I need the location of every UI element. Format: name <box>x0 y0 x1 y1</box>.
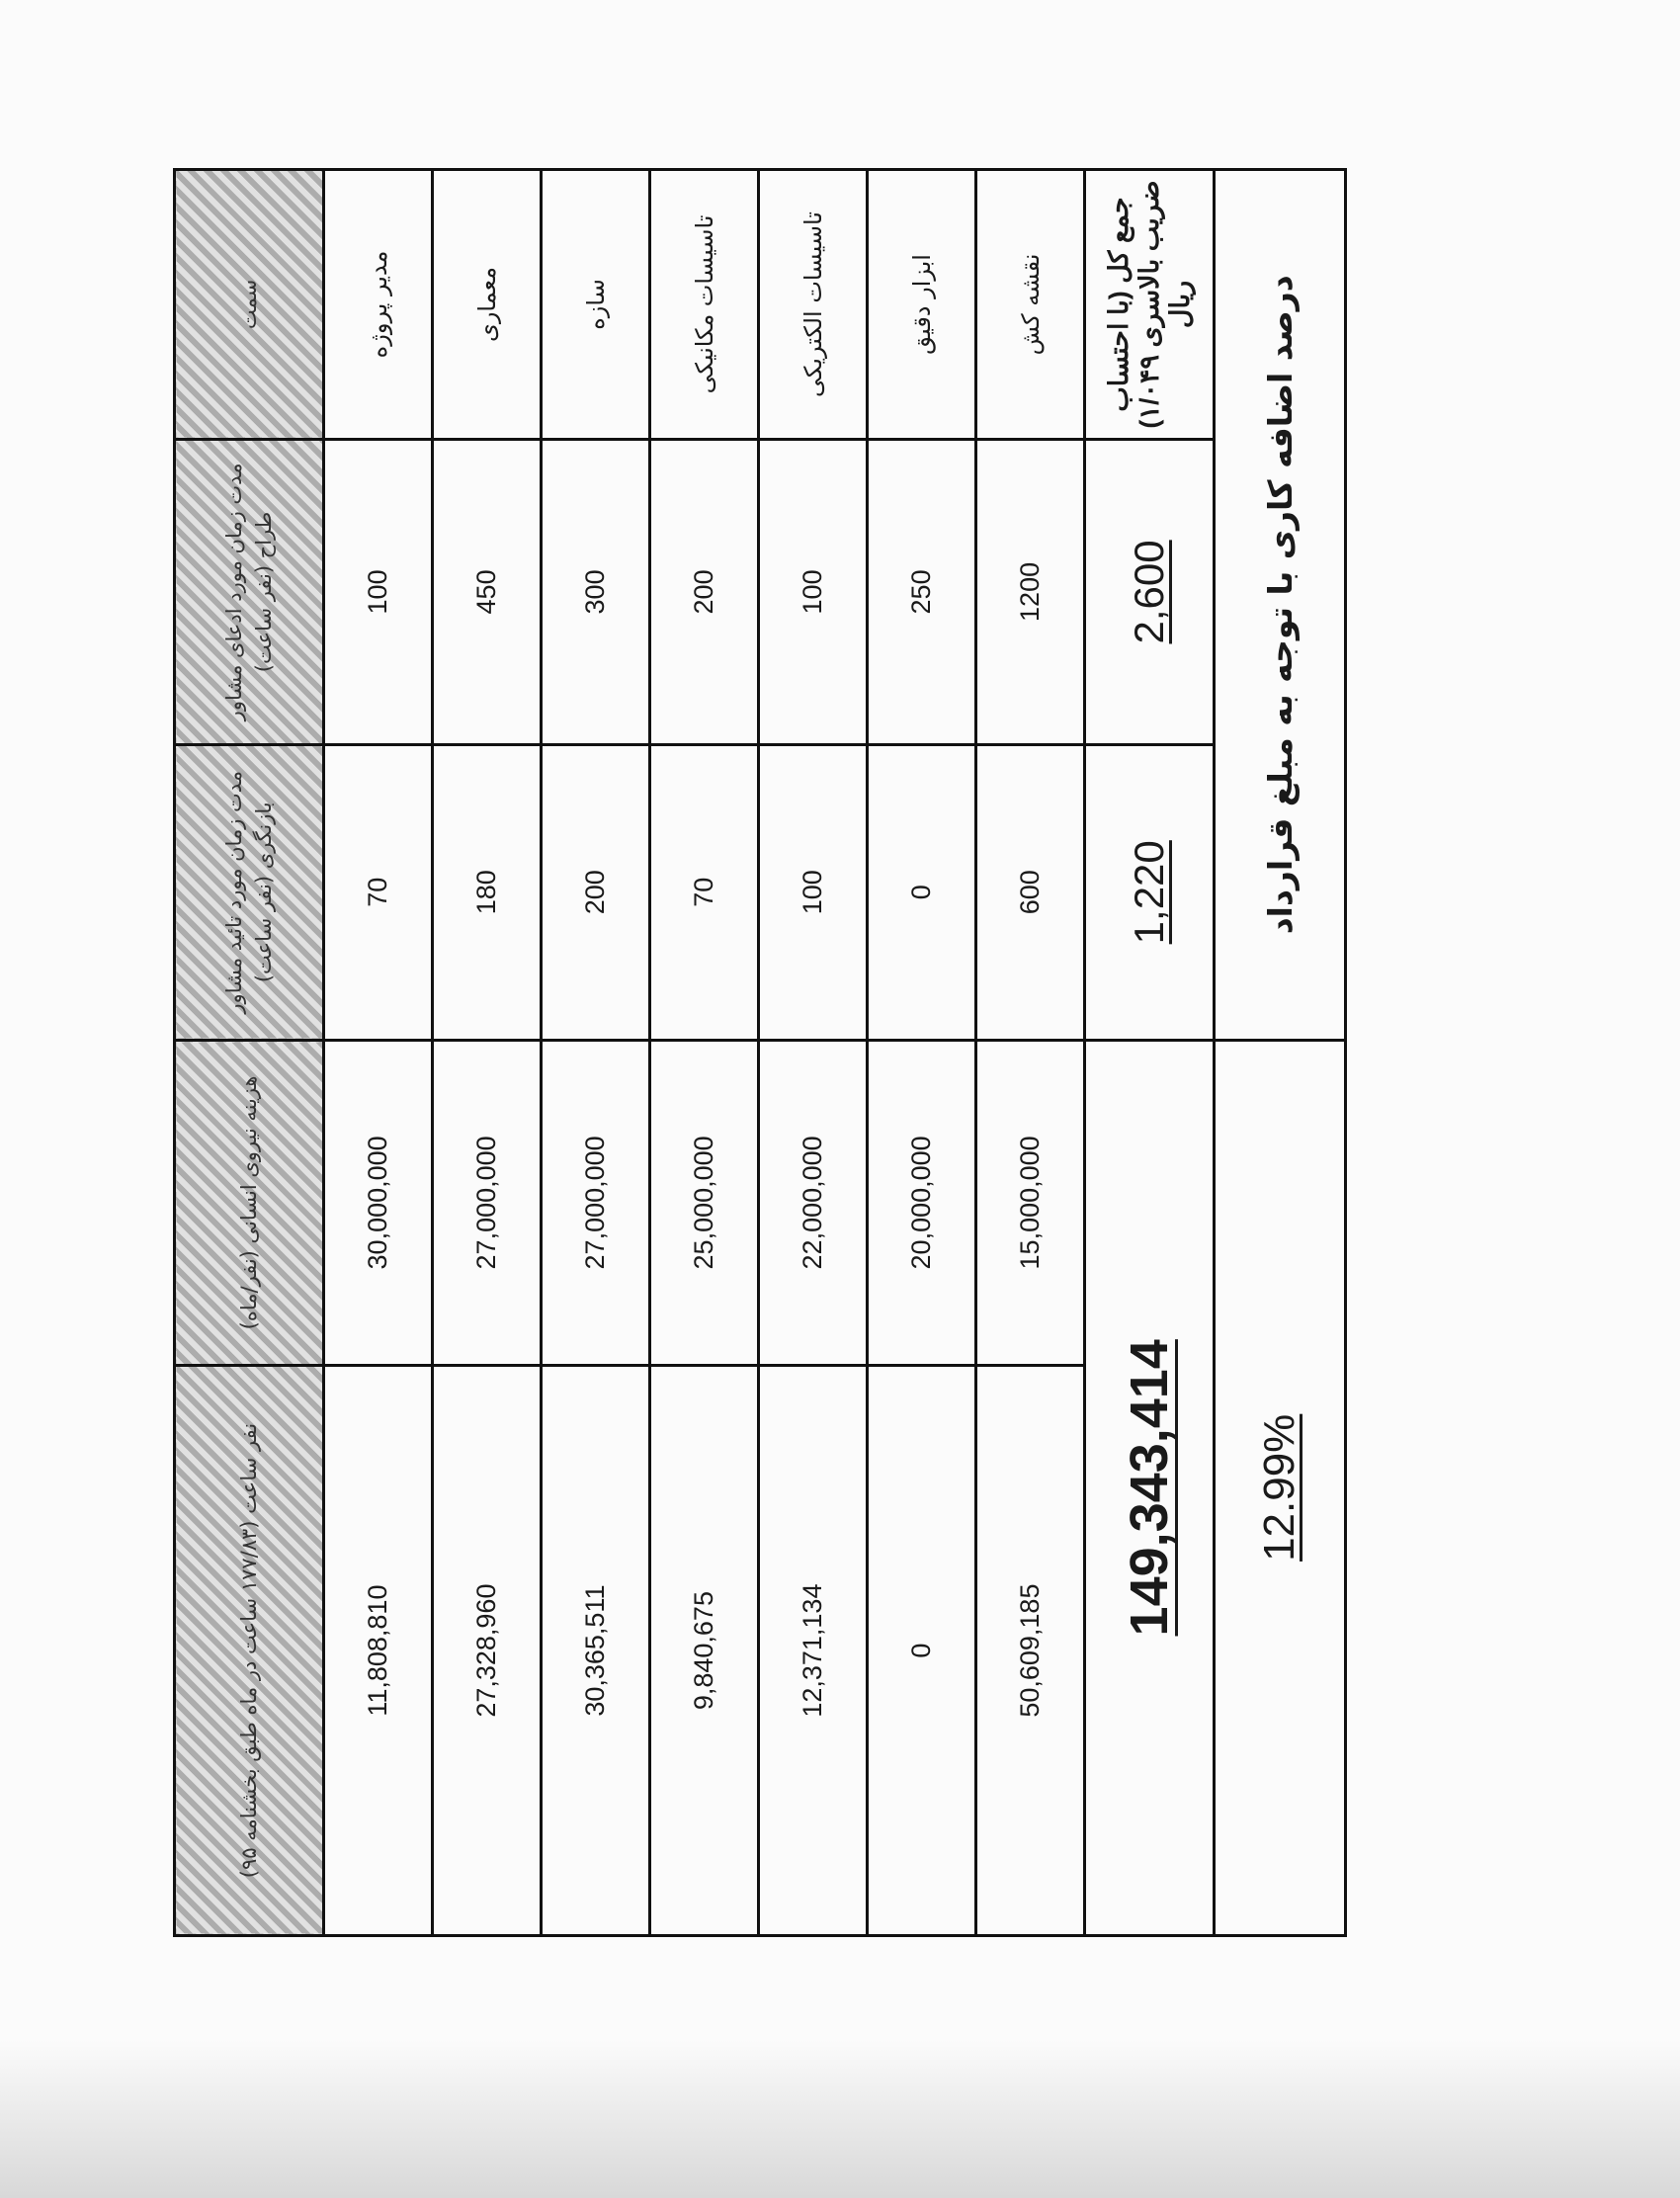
scan-shadow <box>0 2040 1680 2198</box>
cell-role: سازه <box>542 170 650 440</box>
cell-staff-cost: 30,000,000 <box>324 1040 433 1366</box>
cell-review-hours: 600 <box>976 744 1085 1040</box>
cell-staff-cost: 20,000,000 <box>868 1040 976 1366</box>
cell-design-hours: 1200 <box>976 439 1085 744</box>
table-row <box>650 170 759 1936</box>
header-role: سمت <box>175 170 324 440</box>
total-review-hours: 1,220 <box>1126 840 1172 945</box>
cell-role: نقشه کش <box>976 170 1085 440</box>
table-row <box>868 170 976 1936</box>
total-design-hours-cell <box>1085 439 1215 744</box>
rotated-sheet <box>173 158 1309 1937</box>
cell-design-hours: 300 <box>542 439 650 744</box>
cell-role: معماری <box>433 170 542 440</box>
cell-review-hours: 200 <box>542 744 650 1040</box>
cell-hourly-cost: 0 <box>868 1366 976 1936</box>
cell-role: تاسیسات مکانیکی <box>650 170 759 440</box>
table-row <box>759 170 868 1936</box>
total-label: جمع کل (با احتساب ضریب بالاسری ۱/۰۴۹) ریال <box>1085 170 1215 440</box>
cell-review-hours: 0 <box>868 744 976 1040</box>
cell-hourly-cost: 50,609,185 <box>976 1366 1085 1936</box>
header-hourly-cost: نفر ساعت (۱۷۷/۸۳ ساعت در ماه طبق بخشنامه ۹۵) <box>175 1366 324 1936</box>
total-design-hours: 2,600 <box>1126 540 1172 644</box>
overtime-cost-table <box>173 168 1347 1937</box>
table-row <box>324 170 433 1936</box>
cell-staff-cost: 25,000,000 <box>650 1040 759 1366</box>
total-amount: 149,343,414 <box>1120 1339 1179 1637</box>
header-staff-cost: هزینه نیروی انسانی (نفر/ماه) <box>175 1040 324 1366</box>
percent-label-cell <box>1215 170 1346 1041</box>
cell-staff-cost: 27,000,000 <box>433 1040 542 1366</box>
header-review-hours: مدت زمان مورد تائید مشاور بازنگری (نفر ساعت) <box>175 744 324 1040</box>
cell-hourly-cost: 9,840,675 <box>650 1366 759 1936</box>
cell-hourly-cost: 27,328,960 <box>433 1366 542 1936</box>
table-row <box>433 170 542 1936</box>
cell-design-hours: 250 <box>868 439 976 744</box>
total-amount-cell <box>1085 1040 1215 1935</box>
header-row <box>175 170 324 1936</box>
table-row <box>976 170 1085 1936</box>
table-row <box>542 170 650 1936</box>
cell-review-hours: 70 <box>324 744 433 1040</box>
cell-hourly-cost: 30,365,511 <box>542 1366 650 1936</box>
cell-role: ابزار دقیق <box>868 170 976 440</box>
cell-hourly-cost: 12,371,134 <box>759 1366 868 1936</box>
total-review-hours-cell <box>1085 744 1215 1040</box>
percent-label: درصد اضافه کاری با توجه به مبلغ قرارداد <box>1260 275 1300 935</box>
cell-review-hours: 70 <box>650 744 759 1040</box>
percent-value: 12.99% <box>1255 1413 1303 1562</box>
cell-design-hours: 100 <box>324 439 433 744</box>
cell-review-hours: 180 <box>433 744 542 1040</box>
percent-row <box>1215 170 1346 1936</box>
cell-review-hours: 100 <box>759 744 868 1040</box>
total-row <box>1085 170 1215 1936</box>
cell-design-hours: 450 <box>433 439 542 744</box>
cell-staff-cost: 15,000,000 <box>976 1040 1085 1366</box>
header-design-hours: مدت زمان مورد ادعای مشاور طراح (نفر ساعت) <box>175 439 324 744</box>
percent-value-cell <box>1215 1040 1346 1935</box>
cell-hourly-cost: 11,808,810 <box>324 1366 433 1936</box>
cell-staff-cost: 27,000,000 <box>542 1040 650 1366</box>
cell-staff-cost: 22,000,000 <box>759 1040 868 1366</box>
cell-role: تاسیسات الکتریکی <box>759 170 868 440</box>
cell-role: مدیر پروژه <box>324 170 433 440</box>
cell-design-hours: 200 <box>650 439 759 744</box>
cell-design-hours: 100 <box>759 439 868 744</box>
